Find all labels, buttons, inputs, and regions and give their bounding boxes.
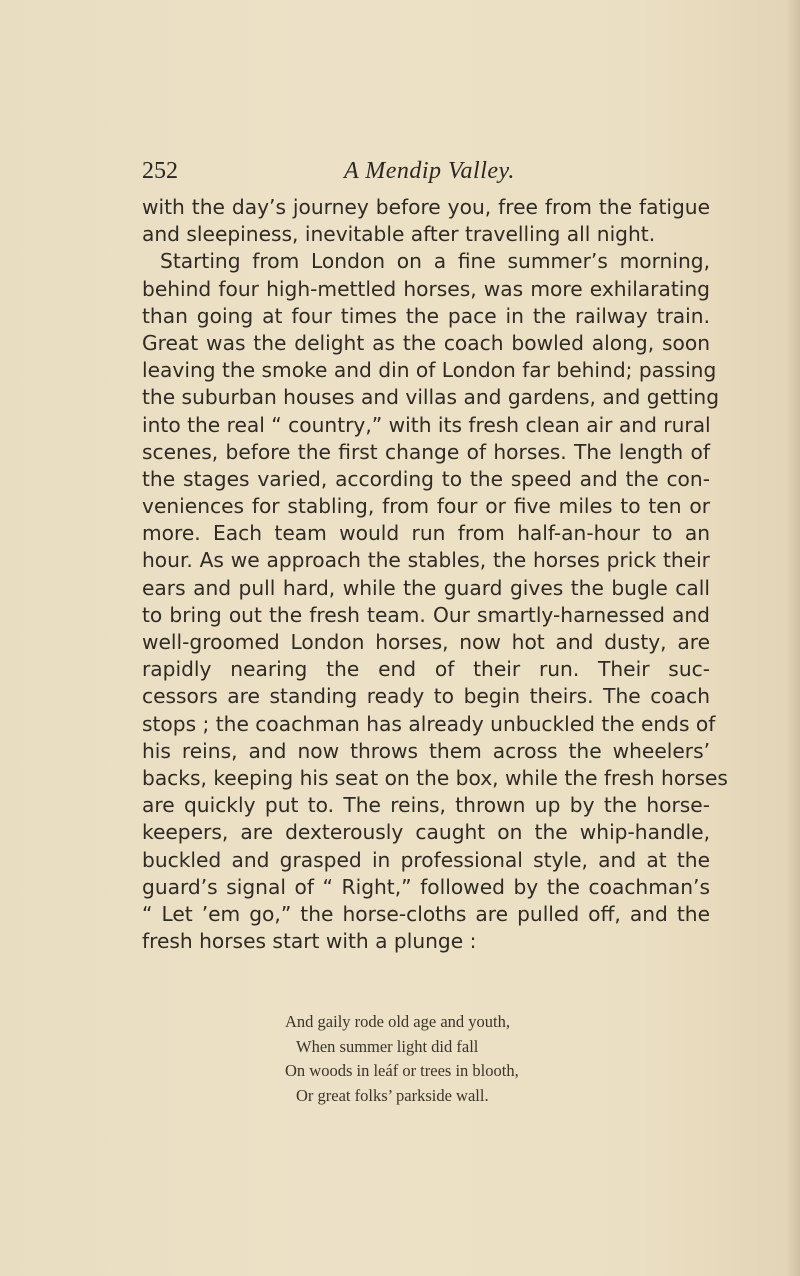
body-line: cessors are standing ready to begin theirs. The coach xyxy=(142,684,710,709)
body-line: his reins, and now throws them across the wheelers’ xyxy=(142,738,710,763)
body-line: hour. As we approach the stables, the horses prick their xyxy=(142,548,710,573)
body-line: to bring out the fresh team. Our smartly-harnessed and xyxy=(142,602,710,627)
verse-line: On woods in leáf or trees in blooth, xyxy=(285,1061,519,1080)
body-line: Starting from London on a fine summer’s morning, xyxy=(160,249,710,274)
body-line: scenes, before the first change of horses. The length of xyxy=(142,439,710,464)
body-line: rapidly nearing the end of their run. Their suc- xyxy=(142,657,710,682)
body-line: backs, keeping his seat on the box, while the fresh horses xyxy=(142,765,728,790)
body-line: stops ; the coachman has already unbuckled the ends of xyxy=(142,711,716,736)
body-line: behind four high-mettled horses, was more exhilarating xyxy=(142,276,710,301)
body-line: Great was the delight as the coach bowled along, soon xyxy=(142,330,710,355)
body-line: the suburban houses and villas and gardens, and getting xyxy=(142,385,720,410)
verse-quotation xyxy=(285,1010,665,1108)
body-line: keepers, are dexterously caught on the whip-handle, xyxy=(142,820,710,845)
body-line: guard’s signal of “ Right,” followed by the coachman’s xyxy=(142,874,710,899)
body-line: than going at four times the pace in the railway train. xyxy=(142,303,710,328)
body-line: are quickly put to. The reins, thrown up by the horse- xyxy=(142,793,710,818)
body-line: veniences for stabling, from four or five miles to ten or xyxy=(142,494,710,519)
body-line: more. Each team would run from half-an-hour to an xyxy=(142,521,710,546)
body-paragraphs xyxy=(142,194,728,955)
body-line: with the day’s journey before you, free from the fatigue xyxy=(142,195,710,219)
running-title: A Mendip Valley. xyxy=(344,158,515,184)
body-line: “ Let ’em go,” the horse-cloths are pulled off, and the xyxy=(142,901,710,926)
verse-line: And gaily rode old age and youth, xyxy=(285,1012,510,1031)
body-line: the stages varied, according to the speed and the con- xyxy=(142,466,710,491)
verse-line: When summer light did fall xyxy=(296,1036,479,1056)
body-line: into the real “ country,” with its fresh clean air and rural xyxy=(142,412,711,437)
body-line: ears and pull hard, while the guard gives the bugle call xyxy=(142,575,710,600)
body-line: leaving the smoke and din of London far behind; passing xyxy=(142,358,717,383)
page-edge-shadow xyxy=(786,0,800,1276)
running-head xyxy=(142,158,702,192)
verse-line: Or great folks’ parkside wall. xyxy=(296,1085,489,1105)
body-line: and sleepiness, inevitable after travelling all night. xyxy=(142,222,656,247)
body-line: fresh horses start with a plunge : xyxy=(142,929,477,954)
body-line: buckled and grasped in professional style, and at the xyxy=(142,847,710,872)
body-line: well-groomed London horses, now hot and dusty, are xyxy=(142,630,710,654)
page-number: 252 xyxy=(142,158,178,184)
